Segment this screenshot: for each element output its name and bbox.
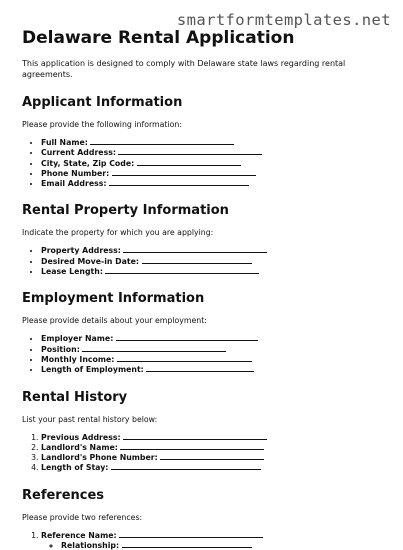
reference-name-blank[interactable] (119, 530, 263, 538)
section-heading-history: Rental History (22, 389, 128, 405)
field-property-address (41, 245, 390, 255)
field-lease-length (41, 266, 390, 276)
field-city-state-zip (41, 158, 390, 168)
field-full-name (41, 137, 390, 147)
reference-subfield-list (41, 540, 390, 550)
intro-text: This application is designed to comply with Delaware state laws regarding rental agreements. (22, 59, 346, 79)
field-label: Length of Employment: (41, 365, 144, 375)
property-address-blank[interactable] (123, 245, 267, 253)
section-lead-history: List your past rental history below: (22, 414, 158, 424)
full-name-blank[interactable] (90, 137, 234, 145)
page-title: Delaware Rental Application (22, 28, 295, 48)
field-label: City, State, Zip Code: (41, 158, 135, 168)
field-label: Full Name: (41, 138, 88, 147)
site-watermark: smartformtemplates.net (176, 11, 391, 29)
field-label: Lease Length: (41, 267, 103, 277)
section-lead-property: Indicate the property for which you are applying: (22, 228, 214, 238)
field-label: Property Address: (41, 246, 121, 256)
landlord-phone-blank[interactable] (160, 452, 264, 460)
field-phone-number (41, 168, 390, 178)
section-lead-references: Please provide two references: (22, 512, 143, 522)
field-label: Employer Name: (41, 334, 114, 344)
field-email-address (41, 178, 390, 188)
field-employer-name (41, 333, 390, 343)
field-move-in-date (41, 256, 390, 266)
field-length-of-stay (41, 462, 390, 472)
field-previous-address (41, 432, 390, 442)
landlord-name-blank[interactable] (120, 442, 264, 450)
applicant-field-list (22, 137, 390, 188)
references-field-list (22, 530, 390, 550)
previous-address-blank[interactable] (123, 432, 267, 440)
section-heading-references: References (22, 487, 105, 503)
section-lead-applicant: Please provide the following information: (22, 120, 182, 129)
field-relationship (61, 540, 390, 550)
field-current-address (41, 147, 390, 157)
move-in-date-blank[interactable] (142, 256, 252, 264)
relationship-blank[interactable] (122, 540, 252, 548)
section-heading-employment: Employment Information (22, 291, 205, 307)
field-landlord-phone (41, 452, 390, 462)
city-state-zip-blank[interactable] (137, 158, 241, 166)
length-of-stay-blank[interactable] (111, 462, 261, 470)
field-reference-name (41, 530, 390, 550)
field-employment-length (41, 364, 390, 374)
section-lead-employment: Please provide details about your employment: (22, 316, 207, 326)
field-label: Length of Stay: (41, 463, 109, 473)
monthly-income-blank[interactable] (117, 354, 252, 362)
employer-name-blank[interactable] (116, 333, 258, 341)
current-address-blank[interactable] (118, 147, 262, 155)
field-label: Monthly Income: (41, 354, 115, 364)
section-heading-property: Rental Property Information (22, 203, 229, 219)
field-landlord-name (41, 442, 390, 452)
field-label: Previous Address: (41, 432, 121, 442)
field-label: Email Address: (41, 179, 107, 189)
field-label: Current Address: (41, 148, 116, 158)
field-label: Relationship: (61, 541, 120, 550)
employment-field-list (22, 333, 390, 374)
field-label: Landlord's Name: (41, 442, 118, 452)
phone-number-blank[interactable] (112, 168, 256, 176)
email-address-blank[interactable] (109, 178, 249, 186)
form-document (22, 27, 390, 550)
position-blank[interactable] (82, 344, 226, 352)
field-position (41, 344, 390, 354)
field-label: Position: (41, 344, 80, 354)
lease-length-blank[interactable] (105, 266, 259, 274)
section-heading-applicant: Applicant Information (22, 95, 183, 110)
history-field-list (22, 432, 390, 473)
field-label: Landlord's Phone Number: (41, 453, 158, 463)
field-label: Desired Move-in Date: (41, 256, 140, 266)
field-label: Phone Number: (41, 168, 110, 178)
employment-length-blank[interactable] (146, 364, 254, 372)
field-label: Reference Name: (41, 530, 117, 540)
field-monthly-income (41, 354, 390, 364)
property-field-list (22, 245, 390, 276)
